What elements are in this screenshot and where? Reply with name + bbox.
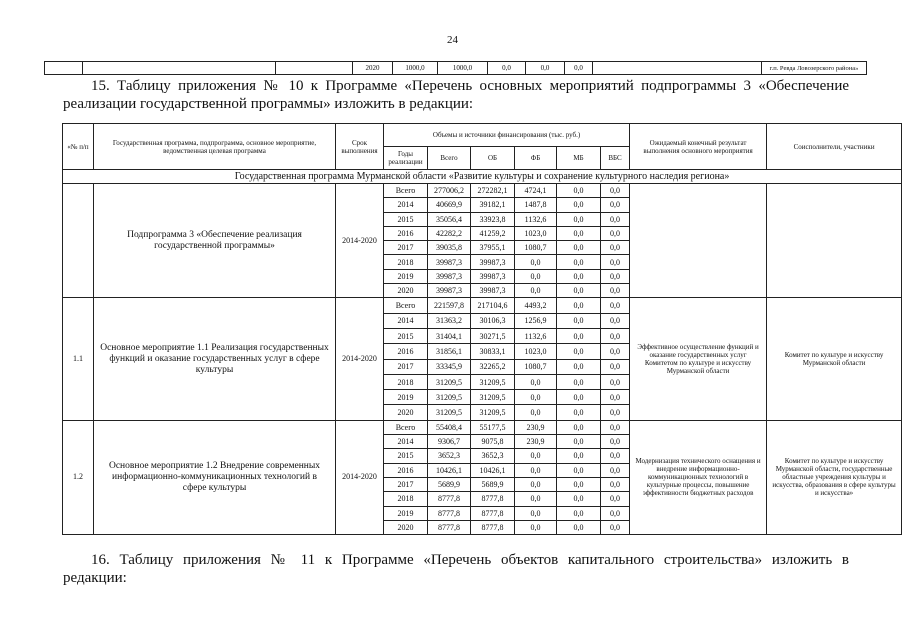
- value-cell: 0,0: [601, 241, 630, 255]
- value-cell: 8777,8: [428, 520, 471, 534]
- value-cell: 3652,3: [428, 449, 471, 463]
- activity-name: Основное мероприятие 1.2 Внедрение современных информационно-коммуникационных технологий в сфере культуры: [94, 420, 336, 534]
- value-cell: 0,0: [515, 506, 557, 520]
- value-cell: 31209,5: [428, 405, 471, 420]
- year-cell: 2020: [384, 284, 428, 298]
- value-cell: 0,0: [515, 463, 557, 477]
- value-cell: 10426,1: [471, 463, 515, 477]
- value-cell: 31363,2: [428, 313, 471, 328]
- value-cell: 0,0: [557, 226, 601, 240]
- value-cell: 39987,3: [471, 284, 515, 298]
- value-cell: 0,0: [601, 435, 630, 449]
- header-result: Ожидаемый конечный результат выполнения основного мероприятия: [630, 124, 767, 170]
- partners: Комитет по культуре и искусству Мурманской области: [767, 298, 902, 420]
- value-cell: 1256,9: [515, 313, 557, 328]
- value-cell: 33345,9: [428, 359, 471, 374]
- header-term: Срок выполнения: [336, 124, 384, 170]
- value-cell: 39182,1: [471, 198, 515, 212]
- value-cell: 1080,7: [515, 241, 557, 255]
- value-cell: 10426,1: [428, 463, 471, 477]
- value-cell: 55408,4: [428, 420, 471, 434]
- activity-term: 2014-2020: [336, 184, 384, 298]
- year-cell: 2015: [384, 212, 428, 226]
- value-cell: 8777,8: [428, 506, 471, 520]
- fragment-row: [45, 62, 867, 75]
- value-cell: 39035,8: [428, 241, 471, 255]
- year-cell: 2014: [384, 198, 428, 212]
- value-cell: 4493,2: [515, 298, 557, 313]
- value-cell: 31856,1: [428, 344, 471, 359]
- value-cell: 0,0: [601, 313, 630, 328]
- value-cell: 0,0: [557, 463, 601, 477]
- expected-result: Эффективное осуществление функций и оказание государственных услуг Комитетом по культуре и искусству Мурманской области: [630, 298, 767, 420]
- expected-result: Модернизация технического оснащения и внедрение информационно-коммуникационных технологий в культурные процессы, повышение эффективности бюджетных расходов: [630, 420, 767, 534]
- row-number: 1.2: [63, 420, 94, 534]
- header-row-1: [63, 124, 902, 147]
- value-cell: 0,0: [515, 405, 557, 420]
- value-cell: 0,0: [557, 269, 601, 283]
- row-number: 1.1: [63, 298, 94, 420]
- value-cell: 1487,8: [515, 198, 557, 212]
- value-cell: 0,0: [601, 184, 630, 198]
- value-cell: 0,0: [515, 449, 557, 463]
- value-cell: 0,0: [601, 449, 630, 463]
- activities-table: [62, 123, 902, 535]
- value-cell: 39987,3: [471, 269, 515, 283]
- paragraph-16: [63, 551, 849, 587]
- value-cell: 4724,1: [515, 184, 557, 198]
- value-cell: 0,0: [515, 284, 557, 298]
- value-cell: 1023,0: [515, 226, 557, 240]
- value-cell: 41259,2: [471, 226, 515, 240]
- value-cell: 0,0: [557, 435, 601, 449]
- value-cell: 0,0: [515, 390, 557, 405]
- year-cell: Всего: [384, 420, 428, 434]
- page-number: 24: [447, 34, 458, 46]
- value-cell: 0,0: [557, 405, 601, 420]
- value-cell: 9306,7: [428, 435, 471, 449]
- fragment-value: 0,0: [488, 62, 526, 75]
- year-cell: Всего: [384, 184, 428, 198]
- activity-term: 2014-2020: [336, 298, 384, 420]
- year-cell: 2015: [384, 328, 428, 343]
- value-cell: 0,0: [515, 374, 557, 389]
- value-cell: 272282,1: [471, 184, 515, 198]
- paragraph-15-line-1: 15. Таблицу приложения № 10 к Программе «Перечень основных мероприятий подпрограммы 3 «Обеспечение: [91, 78, 849, 94]
- value-cell: 0,0: [601, 328, 630, 343]
- value-cell: 0,0: [601, 198, 630, 212]
- value-cell: 5689,9: [428, 477, 471, 491]
- value-cell: 0,0: [601, 212, 630, 226]
- value-cell: 0,0: [601, 463, 630, 477]
- previous-table-fragment: [44, 61, 867, 75]
- fragment-value: 0,0: [565, 62, 593, 75]
- value-cell: 1023,0: [515, 344, 557, 359]
- fragment-executor: г.п. Ревда Ловозерского района»: [762, 62, 867, 75]
- value-cell: 8777,8: [428, 492, 471, 506]
- year-cell: 2018: [384, 255, 428, 269]
- year-cell: 2017: [384, 359, 428, 374]
- value-cell: 0,0: [601, 269, 630, 283]
- value-cell: 39987,3: [428, 255, 471, 269]
- value-cell: 230,9: [515, 420, 557, 434]
- value-cell: 39987,3: [428, 269, 471, 283]
- paragraph-15: [63, 77, 849, 113]
- value-cell: 0,0: [557, 449, 601, 463]
- value-cell: 30271,5: [471, 328, 515, 343]
- value-cell: 3652,3: [471, 449, 515, 463]
- year-cell: 2019: [384, 506, 428, 520]
- value-cell: 32265,2: [471, 359, 515, 374]
- year-cell: 2017: [384, 477, 428, 491]
- year-cell: 2018: [384, 492, 428, 506]
- value-cell: 0,0: [601, 298, 630, 313]
- fragment-value: 0,0: [526, 62, 565, 75]
- fragment-value: 1000,0: [393, 62, 438, 75]
- year-cell: 2020: [384, 520, 428, 534]
- value-cell: 31209,5: [428, 390, 471, 405]
- value-cell: 0,0: [557, 298, 601, 313]
- value-cell: 31209,5: [471, 405, 515, 420]
- fragment-year: 2020: [353, 62, 393, 75]
- value-cell: 42282,2: [428, 226, 471, 240]
- value-cell: 1132,6: [515, 212, 557, 226]
- value-cell: 0,0: [557, 390, 601, 405]
- activity-name: Основное мероприятие 1.1 Реализация государственных функций и оказание государственных услуг в сфере культуры: [94, 298, 336, 420]
- header-fb: ФБ: [515, 147, 557, 170]
- header-num: «№ п/п: [63, 124, 94, 170]
- year-cell: 2014: [384, 313, 428, 328]
- year-cell: 2020: [384, 405, 428, 420]
- row-number: [63, 184, 94, 298]
- header-partners: Соисполнители, участники: [767, 124, 902, 170]
- value-cell: 40669,9: [428, 198, 471, 212]
- value-cell: 0,0: [557, 520, 601, 534]
- value-cell: 0,0: [557, 328, 601, 343]
- value-cell: 31209,5: [428, 374, 471, 389]
- paragraph-16-line-1: 16. Таблицу приложения № 11 к Программе «Перечень объектов капитального строительства» изложить в: [91, 552, 849, 568]
- value-cell: 0,0: [601, 344, 630, 359]
- value-cell: 0,0: [557, 492, 601, 506]
- year-cell: 2015: [384, 449, 428, 463]
- value-cell: 0,0: [557, 506, 601, 520]
- value-cell: 0,0: [601, 374, 630, 389]
- value-cell: 277006,2: [428, 184, 471, 198]
- value-cell: 31209,5: [471, 374, 515, 389]
- value-cell: 33923,8: [471, 212, 515, 226]
- value-cell: 9075,8: [471, 435, 515, 449]
- activity-name: Подпрограмма 3 «Обеспечение реализация государственной программы»: [94, 184, 336, 298]
- value-cell: 8777,8: [471, 492, 515, 506]
- value-cell: 0,0: [515, 255, 557, 269]
- value-cell: 0,0: [557, 313, 601, 328]
- value-cell: 0,0: [557, 255, 601, 269]
- value-cell: 0,0: [601, 255, 630, 269]
- value-cell: 0,0: [557, 344, 601, 359]
- header-years: Годы реализации: [384, 147, 428, 170]
- value-cell: 0,0: [601, 520, 630, 534]
- value-cell: 0,0: [601, 284, 630, 298]
- value-cell: 0,0: [515, 477, 557, 491]
- value-cell: 31404,1: [428, 328, 471, 343]
- value-cell: 0,0: [601, 226, 630, 240]
- value-cell: 8777,8: [471, 520, 515, 534]
- value-cell: 0,0: [557, 359, 601, 374]
- header-vbs: ВБС: [601, 147, 630, 170]
- paragraph-15-line-2: реализации государственной программы» изложить в редакции:: [63, 96, 474, 112]
- partners: [767, 184, 902, 298]
- value-cell: 0,0: [515, 520, 557, 534]
- value-cell: 0,0: [557, 420, 601, 434]
- value-cell: 217104,6: [471, 298, 515, 313]
- expected-result: [630, 184, 767, 298]
- header-funding: Объемы и источники финансирования (тыс. руб.): [384, 124, 630, 147]
- value-cell: 0,0: [557, 374, 601, 389]
- value-cell: 30106,3: [471, 313, 515, 328]
- value-cell: 31209,5: [471, 390, 515, 405]
- value-cell: 0,0: [557, 198, 601, 212]
- table-row: [63, 184, 902, 198]
- year-cell: 2019: [384, 269, 428, 283]
- value-cell: 8777,8: [471, 506, 515, 520]
- year-cell: 2017: [384, 241, 428, 255]
- value-cell: 0,0: [601, 359, 630, 374]
- value-cell: 0,0: [601, 477, 630, 491]
- header-program: Государственная программа, подпрограмма, основное мероприятие, ведомственная целевая программа: [94, 124, 336, 170]
- value-cell: 0,0: [601, 492, 630, 506]
- year-cell: 2014: [384, 435, 428, 449]
- value-cell: 0,0: [557, 284, 601, 298]
- section-title: Государственная программа Мурманской области «Развитие культуры и сохранение культурного наследия региона»: [63, 170, 902, 184]
- table-row: [63, 420, 902, 434]
- value-cell: 39987,3: [471, 255, 515, 269]
- header-ob: ОБ: [471, 147, 515, 170]
- partners: Комитет по культуре и искусству Мурманской области, государственные областные учреждения культуры и искусства, образования в сфере культуры и искусства»: [767, 420, 902, 534]
- value-cell: 39987,3: [428, 284, 471, 298]
- value-cell: 0,0: [601, 506, 630, 520]
- value-cell: 1080,7: [515, 359, 557, 374]
- value-cell: 230,9: [515, 435, 557, 449]
- value-cell: 37955,1: [471, 241, 515, 255]
- year-cell: 2019: [384, 390, 428, 405]
- value-cell: 0,0: [515, 269, 557, 283]
- section-row: [63, 170, 902, 184]
- value-cell: 0,0: [601, 390, 630, 405]
- year-cell: 2016: [384, 226, 428, 240]
- value-cell: 0,0: [557, 241, 601, 255]
- value-cell: 0,0: [515, 492, 557, 506]
- year-cell: 2018: [384, 374, 428, 389]
- activity-term: 2014-2020: [336, 420, 384, 534]
- value-cell: 30833,1: [471, 344, 515, 359]
- value-cell: 0,0: [557, 184, 601, 198]
- year-cell: 2016: [384, 344, 428, 359]
- fragment-value: 1000,0: [438, 62, 488, 75]
- header-mb: МБ: [557, 147, 601, 170]
- value-cell: 5689,9: [471, 477, 515, 491]
- value-cell: 0,0: [557, 212, 601, 226]
- table-row: [63, 298, 902, 313]
- value-cell: 0,0: [601, 405, 630, 420]
- value-cell: 0,0: [601, 420, 630, 434]
- value-cell: 35056,4: [428, 212, 471, 226]
- value-cell: 0,0: [557, 477, 601, 491]
- value-cell: 1132,6: [515, 328, 557, 343]
- year-cell: Всего: [384, 298, 428, 313]
- header-total: Всего: [428, 147, 471, 170]
- value-cell: 55177,5: [471, 420, 515, 434]
- year-cell: 2016: [384, 463, 428, 477]
- value-cell: 221597,8: [428, 298, 471, 313]
- paragraph-16-line-2: редакции:: [63, 570, 127, 586]
